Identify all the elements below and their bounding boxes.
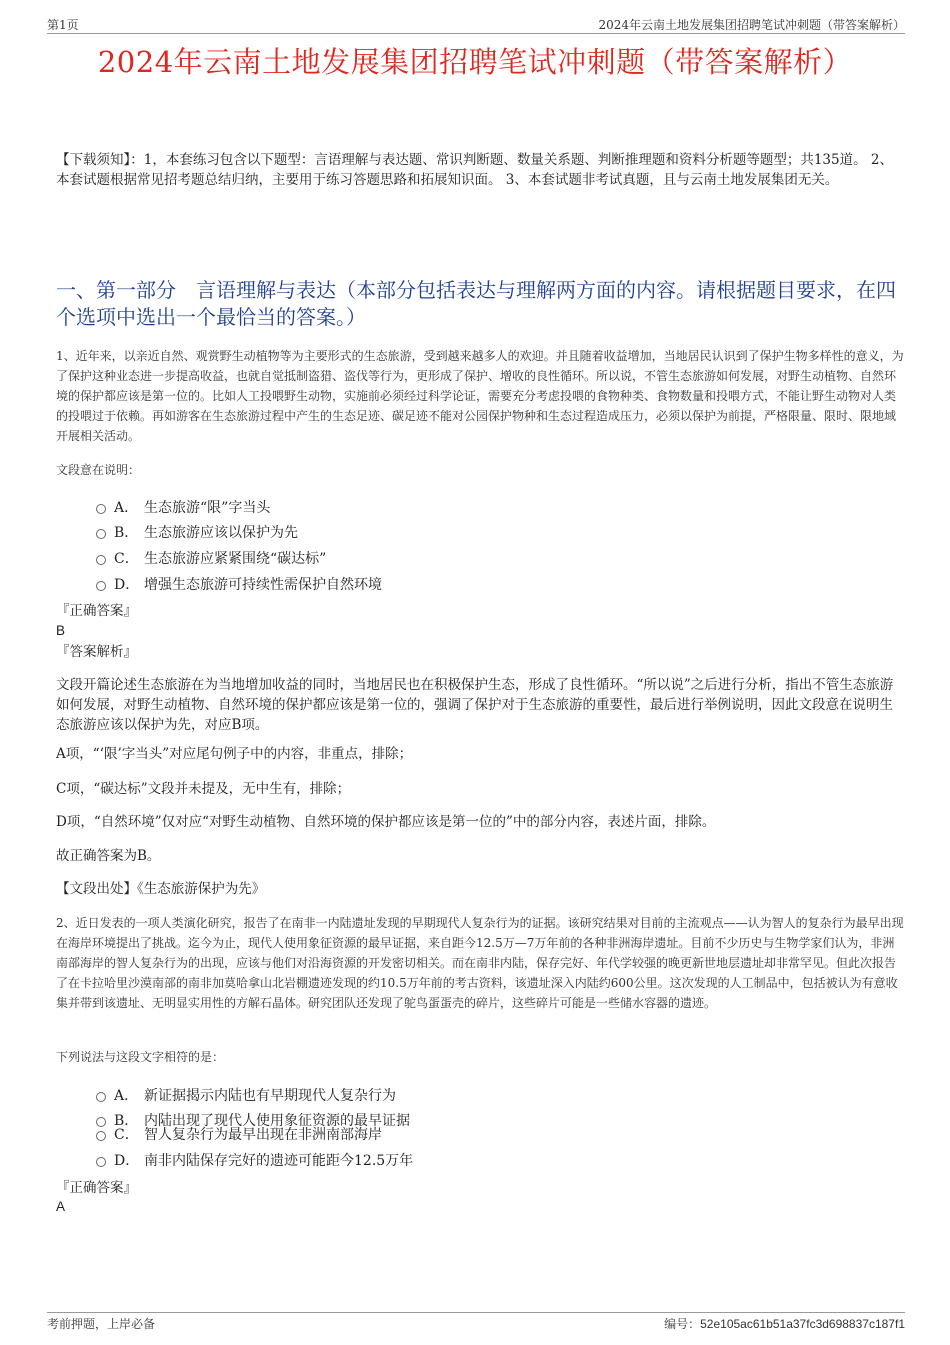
option-text: 南非内陆保存完好的遗迹可能距今12.5万年	[144, 1153, 414, 1169]
q1-analysis-paragraph: A项，“‘限’字当头”对应尾句例子中的内容，非重点，排除；	[56, 746, 413, 762]
option-text: 生态旅游“限”字当头	[144, 500, 271, 516]
radio-icon[interactable]	[96, 1092, 106, 1102]
option-text: 智人复杂行为最早出现在非洲南部海岸	[144, 1127, 382, 1143]
q1-option-d[interactable]	[96, 574, 596, 594]
q1-answer: B	[56, 623, 66, 638]
radio-icon[interactable]	[96, 1131, 106, 1141]
q2-option-d[interactable]	[96, 1150, 596, 1170]
header-divider	[47, 33, 905, 34]
footer-code	[664, 1315, 905, 1332]
question-2-prompt: 下列说法与这段文字相符的是：	[56, 1050, 225, 1064]
option-letter: B．	[114, 1113, 139, 1129]
option-letter: D．	[114, 577, 140, 593]
q1-option-a[interactable]	[96, 497, 596, 517]
option-letter: A．	[114, 500, 139, 516]
footer-divider	[47, 1312, 905, 1313]
q1-analysis-label: 『答案解析』	[56, 644, 137, 660]
question-2-stem: 2、近日发表的一项人类演化研究，报告了在南非一内陆遗址发现的早期现代人复杂行为的证据。该研究结果对目前的主流观点——认为智人的复杂行为最早出现在海岸环境提出了挑战。迄今为止，现代人使用象征资源的最早证据，来自距今12.5万—7万年前的各种非洲海岸遗址。目前不少历史与生物学家们认为，非洲南部海岸的智人复杂行为的出现，应该与他们对沿海资源的开发密切相关。而在南非内陆，保存完好、年代学较强的晚更新世地层遗址却非常罕见。但此次报告了在卡拉哈里沙漠南部的南非加莫哈拿山北岩棚遗迹发现的约10.5万年前的考古资料，该遗址深入内陆约600公里。这次发现的人工制品中，包括被认为有意收集并带到该遗址、无明显实用性的方解石晶体。研究团队还发现了鸵鸟蛋蛋壳的碎片，这些碎片可能是一些储水容器的遗迹。	[56, 916, 904, 1010]
q1-option-b[interactable]	[96, 522, 596, 542]
radio-icon[interactable]	[96, 529, 106, 539]
q2-answer: A	[56, 1199, 66, 1214]
option-text: 生态旅游应该以保护为先	[144, 525, 298, 541]
q1-analysis-paragraph: D项，“自然环境”仅对应“对野生动植物、自然环境的保护都应该是第一位的”中的部分内容，表述片面，排除。	[56, 814, 716, 830]
download-notice: 【下载须知】：1，本套练习包含以下题型：言语理解与表达题、常识判断题、数量关系题、判断推理题和资料分析题等题型；共135道。 2、本套试题根据常见招考题总结归纳，主要用于练习答题思路和拓展知识面。 3、本套试题非考试真题，且与云南土地发展集团无关。	[56, 152, 893, 188]
option-text: 新证据揭示内陆也有早期现代人复杂行为	[144, 1088, 396, 1104]
q1-analysis-paragraph: C项，“碳达标”文段并未提及，无中生有，排除；	[56, 781, 351, 797]
q1-answer-label: 『正确答案』	[56, 603, 137, 619]
option-letter: C．	[114, 1127, 139, 1143]
question-1-stem: 1、近年来，以亲近自然、观赏野生动植物等为主要形式的生态旅游，受到越来越多人的欢迎。并且随着收益增加，当地居民认识到了保护生物多样性的意义，为了保护这种业态进一步提高收益，也就自觉抵制盗猎、盗伐等行为，更形成了保护、增收的良性循环。所以说，不管生态旅游如何发展，对野生动植物、自然环境的保护都应该是第一位的。比如人工投喂野生动物，实施前必须经过科学论证，需要充分考虑投喂的食物种类、食物数量和投喂方式，不能让野生动物对人类的投喂过于依赖。再如游客在生态旅游过程中产生的生态足迹、碳足迹不能对公园保护物种和生态过程造成压力，必须以保护为前提，严格限量、限时、限地域开展相关活动。	[56, 349, 904, 443]
option-letter: D．	[114, 1153, 140, 1169]
q2-answer-label: 『正确答案』	[56, 1180, 137, 1196]
option-letter: A．	[114, 1088, 139, 1104]
option-text: 内陆出现了现代人使用象征资源的最早证据	[144, 1113, 410, 1129]
page-title: 2024年云南土地发展集团招聘笔试冲刺题（带答案解析）	[97, 45, 853, 79]
option-text: 生态旅游应紧紧围绕“碳达标”	[144, 551, 327, 567]
footer-slogan: 考前押题，上岸必备	[47, 1317, 156, 1331]
q1-analysis-paragraph: 故正确答案为B。	[56, 848, 161, 864]
q2-option-a[interactable]	[96, 1085, 596, 1105]
section-heading: 一、第一部分 言语理解与表达（本部分包括表达与理解两方面的内容。请根据题目要求，在四个选项中选出一个最恰当的答案。）	[56, 278, 896, 329]
radio-icon[interactable]	[96, 504, 106, 514]
page-number: 第1页	[47, 18, 79, 32]
option-letter: B．	[114, 525, 139, 541]
option-letter: C．	[114, 551, 139, 567]
footer-code-value: 52e105ac61b51a37fc3d698837c187f1	[700, 1317, 905, 1331]
question-1-prompt: 文段意在说明：	[56, 463, 141, 477]
q1-source: 【文段出处】《生态旅游保护为先》	[56, 881, 266, 897]
option-text: 增强生态旅游可持续性需保护自然环境	[144, 577, 382, 593]
radio-icon[interactable]	[96, 581, 106, 591]
q2-option-c[interactable]	[96, 1124, 596, 1142]
radio-icon[interactable]	[96, 1157, 106, 1167]
footer-code-label: 编号：	[664, 1317, 701, 1331]
q1-option-c[interactable]	[96, 548, 596, 568]
header-doc-title: 2024年云南土地发展集团招聘笔试冲刺题（带答案解析）	[598, 18, 905, 32]
q1-analysis-paragraph: 文段开篇论述生态旅游在为当地增加收益的同时，当地居民也在积极保护生态，形成了良性循环。“所以说”之后进行分析，指出不管生态旅游如何发展，对野生动植物、自然环境的保护都应该是第一位的，强调了保护对于生态旅游的重要性，最后进行举例说明，因此文段意在说明生态旅游应该以保护为先，对应B项。	[56, 677, 894, 733]
radio-icon[interactable]	[96, 555, 106, 565]
